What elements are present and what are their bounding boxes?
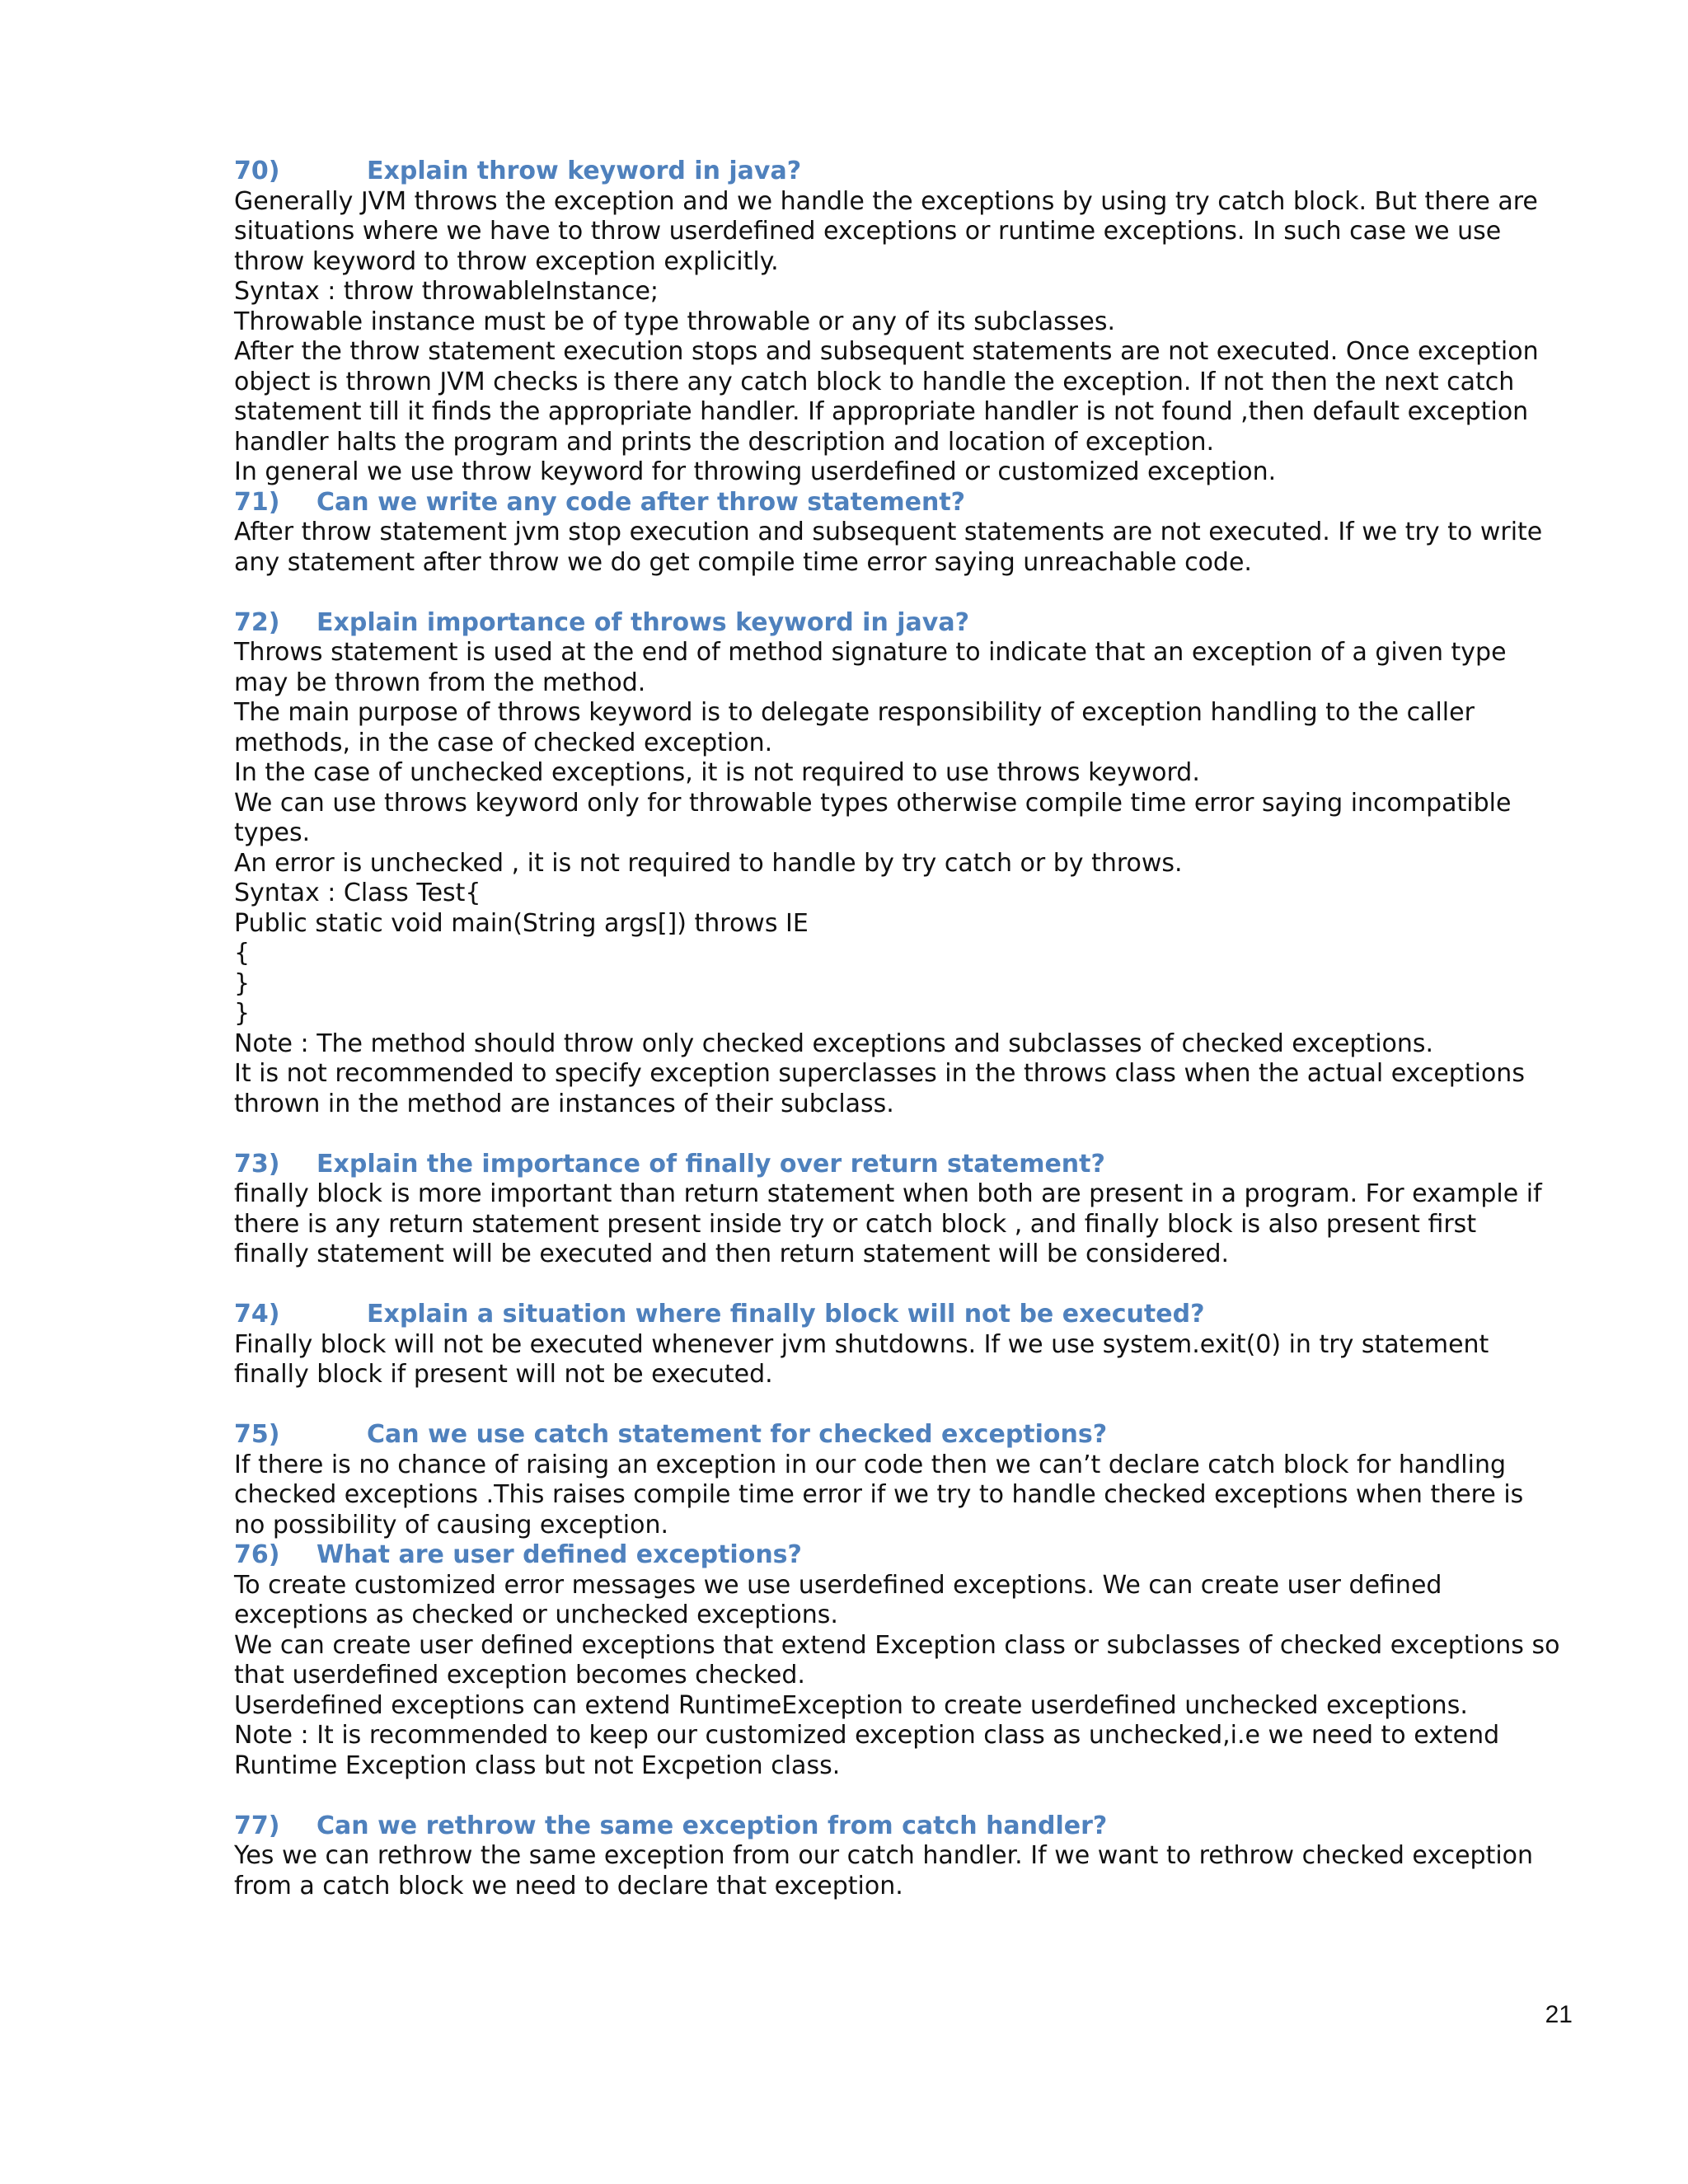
question-number: 75) bbox=[234, 1420, 280, 1449]
question-heading bbox=[234, 157, 1569, 187]
code-line: } bbox=[234, 968, 251, 998]
answer-line: We can use throws keyword only for throwable types otherwise compile time error saying incompatible bbox=[234, 788, 1512, 818]
paragraph-gap bbox=[234, 1390, 1569, 1421]
question-77 bbox=[234, 1811, 1569, 1902]
answer-line: checked exceptions .This raises compile time error if we try to handle checked exceptions when there is bbox=[234, 1480, 1524, 1509]
answer-line: Userdefined exceptions can extend RuntimeException to create userdefined unchecked exceptions. bbox=[234, 1690, 1468, 1720]
answer-line: Throws statement is used at the end of method signature to indicate that an exception of a given type bbox=[234, 638, 1507, 667]
answer-line: In general we use throw keyword for throwing userdefined or customized exception. bbox=[234, 457, 1277, 486]
answer-line: there is any return statement present inside try or catch block , and finally block is also present first bbox=[234, 1209, 1477, 1239]
question-heading bbox=[234, 608, 1569, 639]
question-number: 77) bbox=[234, 1811, 280, 1840]
answer-line: Note : The method should throw only checked exceptions and subclasses of checked exceptions. bbox=[234, 1029, 1434, 1058]
answer-line: methods, in the case of checked exception. bbox=[234, 728, 773, 757]
answer-line: The main purpose of throws keyword is to delegate responsibility of exception handling to the caller bbox=[234, 698, 1475, 727]
code-line: } bbox=[234, 999, 251, 1028]
question-title: Can we rethrow the same exception from catch handler? bbox=[316, 1811, 1108, 1840]
code-line: { bbox=[234, 939, 251, 968]
answer-line: from a catch block we need to declare that exception. bbox=[234, 1871, 903, 1900]
question-number: 72) bbox=[234, 607, 280, 637]
answer-line: types. bbox=[234, 818, 311, 847]
question-title: What are user defined exceptions? bbox=[316, 1540, 802, 1569]
answer-line: any statement after throw we do get compile time error saying unreachable code. bbox=[234, 547, 1252, 577]
paragraph-gap bbox=[234, 1270, 1569, 1301]
answer-line: Runtime Exception class but not Excpetion class. bbox=[234, 1750, 841, 1780]
question-title: Explain throw keyword in java? bbox=[367, 157, 802, 185]
answer-line: statement till it finds the appropriate handler. If appropriate handler is not found ,then default exception bbox=[234, 397, 1529, 426]
question-title: Explain a situation where finally block will not be executed? bbox=[367, 1300, 1205, 1329]
question-75 bbox=[234, 1420, 1569, 1540]
answer-line: If there is no chance of raising an exception in our code then we can’t declare catch block for handling bbox=[234, 1450, 1507, 1479]
answer-line: finally block is more important than return statement when both are present in a program. For example if bbox=[234, 1179, 1542, 1208]
question-heading bbox=[234, 1300, 1569, 1330]
code-line: Syntax : Class Test{ bbox=[234, 879, 481, 907]
answer-line: no possibility of causing exception. bbox=[234, 1510, 669, 1540]
question-title: Explain importance of throws keyword in java? bbox=[316, 607, 969, 637]
question-title: Can we use catch statement for checked exceptions? bbox=[367, 1420, 1108, 1449]
answer-line: finally statement will be executed and then return statement will be considered. bbox=[234, 1240, 1230, 1268]
answer-line: After the throw statement execution stops and subsequent statements are not executed. Once exception bbox=[234, 337, 1539, 366]
question-heading bbox=[234, 1540, 1569, 1571]
question-title: Can we write any code after throw statement? bbox=[316, 487, 966, 517]
answer-line: Finally block will not be executed whenever jvm shutdowns. If we use system.exit(0) in try statement bbox=[234, 1329, 1489, 1359]
paragraph-gap bbox=[234, 1781, 1569, 1811]
answer-line: handler halts the program and prints the description and location of exception. bbox=[234, 427, 1215, 457]
question-74 bbox=[234, 1300, 1569, 1390]
question-70 bbox=[234, 157, 1569, 488]
question-title: Explain the importance of finally over return statement? bbox=[316, 1149, 1105, 1179]
answer-line: object is thrown JVM checks is there any catch block to handle the exception. If not then the next catch bbox=[234, 367, 1515, 396]
answer-line: Generally JVM throws the exception and we handle the exceptions by using try catch block. But there are bbox=[234, 186, 1538, 216]
question-number: 70) bbox=[234, 157, 280, 185]
answer-line: exceptions as checked or unchecked exceptions. bbox=[234, 1601, 838, 1629]
answer-line: may be thrown from the method. bbox=[234, 668, 646, 697]
question-number: 74) bbox=[234, 1300, 280, 1329]
code-line: Public static void main(String args[]) throws IE bbox=[234, 908, 809, 938]
answer-line: finally block if present will not be executed. bbox=[234, 1360, 773, 1389]
question-number: 73) bbox=[234, 1149, 280, 1179]
answer-line: situations where we have to throw userdefined exceptions or runtime exceptions. In such case we use bbox=[234, 217, 1502, 246]
question-heading bbox=[234, 488, 1569, 518]
answer-line: Note : It is recommended to keep our customized exception class as unchecked,i.e we need to extend bbox=[234, 1721, 1500, 1750]
answer-line: that userdefined exception becomes checked. bbox=[234, 1661, 805, 1690]
question-number: 71) bbox=[234, 487, 280, 517]
answer-line: Yes we can rethrow the same exception from our catch handler. If we want to rethrow checked exception bbox=[234, 1841, 1534, 1870]
question-heading bbox=[234, 1811, 1569, 1842]
paragraph-gap bbox=[234, 1119, 1569, 1150]
answer-line: throw keyword to throw exception explicitly. bbox=[234, 246, 779, 276]
answer-line: Syntax : throw throwableInstance; bbox=[234, 277, 659, 306]
answer-line: It is not recommended to specify exception superclasses in the throws class when the actual exceptions bbox=[234, 1059, 1525, 1088]
question-number: 76) bbox=[234, 1540, 280, 1569]
answer-line: In the case of unchecked exceptions, it is not required to use throws keyword. bbox=[234, 758, 1200, 787]
question-71 bbox=[234, 488, 1569, 579]
answer-line: An error is unchecked , it is not required to handle by try catch or by throws. bbox=[234, 848, 1183, 878]
page-number: 21 bbox=[1545, 2001, 1573, 2028]
answer-line: After throw statement jvm stop execution and subsequent statements are not executed. If we try to write bbox=[234, 518, 1543, 546]
question-heading bbox=[234, 1150, 1569, 1180]
answer-line: To create customized error messages we use userdefined exceptions. We can create user defined bbox=[234, 1570, 1442, 1600]
question-72 bbox=[234, 608, 1569, 1120]
page-content bbox=[234, 157, 1569, 1901]
answer-line: Throwable instance must be of type throwable or any of its subclasses. bbox=[234, 307, 1115, 336]
question-73 bbox=[234, 1150, 1569, 1270]
answer-line: thrown in the method are instances of their subclass. bbox=[234, 1089, 894, 1118]
question-76 bbox=[234, 1540, 1569, 1781]
paragraph-gap bbox=[234, 578, 1569, 608]
question-heading bbox=[234, 1420, 1569, 1451]
answer-line: We can create user defined exceptions that extend Exception class or subclasses of checked exceptions so bbox=[234, 1630, 1560, 1660]
